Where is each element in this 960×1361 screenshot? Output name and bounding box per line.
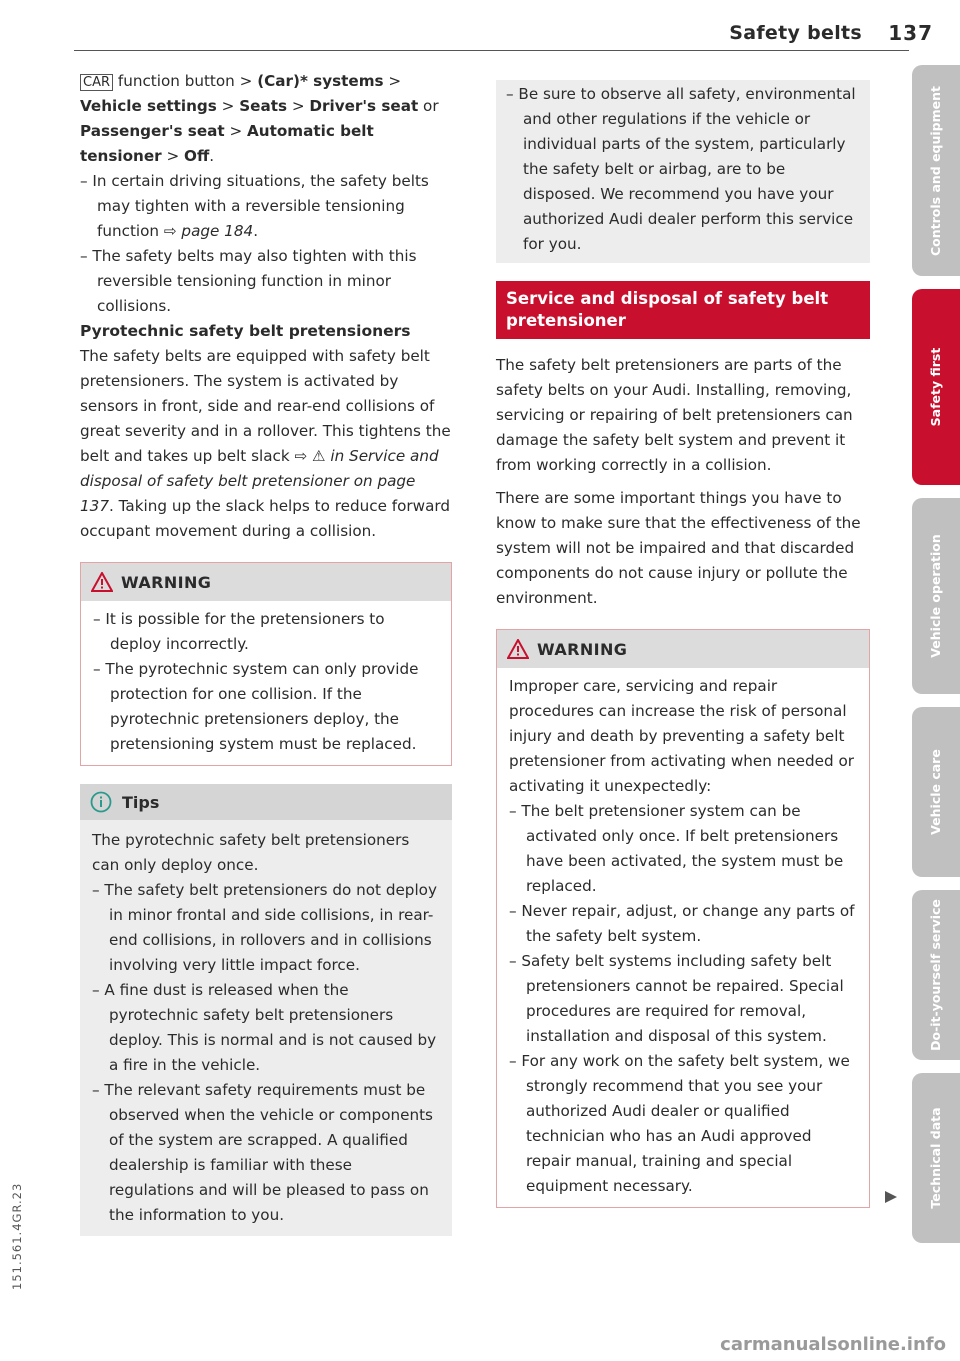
list-item: – Safety belt systems including safety belt pretensioners cannot be repaired. Special procedures are required for removal, installation and disposal of this system. [509,952,844,1045]
list-item: – It is possible for the pretensioners to deploy incorrectly. [93,610,385,653]
warning-title: WARNING [537,639,628,659]
tips-body [80,820,452,1236]
warning-box [496,629,870,1208]
warning-intro: Improper care, servicing and repair procedures can increase the risk of personal injury and death by preventing a safety belt pretensioner from activating when needed or activating it unexpectedly: [509,677,854,795]
document-code: 151.561.4GR.23 [10,1182,24,1290]
list-item: – Be sure to observe all safety, environmental and other regulations if the vehicle or individual parts of the system, particularly the safety belt or airbag, are to be disposed. We recommend you have your authorized Audi dealer perform this service for you. [506,85,856,253]
tips-header [80,784,452,820]
tips-title: Tips [122,792,160,812]
list-item: – A fine dust is released when the pyrotechnic safety belt pretensioners deploy. This is normal and is not caused by a fire in the vehicle. [92,981,437,1074]
warning-box [80,562,452,766]
section-subheading: Pyrotechnic safety belt pretensioners [80,322,411,340]
tab-vehicle-care[interactable]: Vehicle care [912,707,960,877]
right-column [496,80,870,1208]
warning-body [81,601,451,765]
warning-reference[interactable]: ⚠ in Service and disposal of safety belt pretensioner on page 137 [80,447,439,515]
body-paragraph: The safety belts are equipped with safety belt pretensioners. The system is activated by sensors in front, side and rear-end collisions of great severity and in a rollover. This tightens the belt and takes up belt slack ⇨ ⚠ in Service and disposal of safety belt pretensioner on page 137. Taking up the slack helps to reduce forward occupant movement during a collision. [80,347,451,540]
warning-triangle-icon [91,572,113,592]
header-rule [74,50,909,51]
menu-path: CAR function button > (Car)* systems > Vehicle settings > Seats > Driver's seat or Passenger's seat > Automatic belt tensioner > Off. [80,72,439,165]
page-reference[interactable]: ⇨ page 184 [163,222,254,240]
tips-continuation-box [496,80,870,263]
warning-header [497,630,869,668]
tab-controls-and-equipment[interactable]: Controls and equipment [912,65,960,276]
tab-technical-data[interactable]: Technical data [912,1073,960,1243]
tab-vehicle-operation[interactable]: Vehicle operation [912,498,960,694]
warning-body [497,668,869,1207]
warning-title: WARNING [121,572,212,592]
list-item: – Never repair, adjust, or change any parts of the safety belt system. [509,902,855,945]
watermark: carmanualsonline.info [720,1334,946,1355]
car-key-label: CAR [80,74,113,91]
running-header-title: Safety belts [729,22,862,44]
warning-header [81,563,451,601]
list-item: – The pyrotechnic system can only provide protection for one collision. If the pyrotechnic pretensioners deploy, the pretensioning system must be replaced. [93,660,419,753]
tab-safety-first[interactable]: Safety first [912,289,960,485]
tab-do-it-yourself-service[interactable]: Do-it-yourself service [912,890,960,1060]
page-number: 137 [888,21,933,45]
body-paragraph: There are some important things you have to know to make sure that the effectiveness of the system will not be impaired and that discarded components do not cause injury or pollute the environment. [496,489,861,607]
warning-triangle-icon [507,639,529,659]
info-icon [90,791,112,813]
list-item: – The belt pretensioner system can be activated only once. If belt pretensioners have been activated, the system must be replaced. [509,802,844,895]
list-item: – The relevant safety requirements must be observed when the vehicle or components of the system are scrapped. A qualified dealership is familiar with these regulations and will be pleased to pass on the information to you. [92,1081,433,1224]
list-item: – The safety belts may also tighten with this reversible tensioning function in minor collisions. [80,247,417,315]
list-item: – The safety belt pretensioners do not deploy in minor frontal and side collisions, in rear-end collisions, in rollovers and in collisions involving very little impact force. [92,881,437,974]
list-item: – In certain driving situations, the safety belts may tighten with a reversible tensioning function ⇨ page 184. [80,172,429,240]
list-item: – For any work on the safety belt system, we strongly recommend that you see your authorized Audi dealer or qualified technician who has an Audi approved repair manual, training and special equipment necessary. [509,1052,850,1195]
tips-box [80,784,452,1236]
section-heading-bar: Service and disposal of safety belt pretensioner [496,281,870,339]
left-column [80,69,452,1236]
continue-arrow-icon [883,1190,899,1204]
tips-intro: The pyrotechnic safety belt pretensioners can only deploy once. [92,831,410,874]
body-paragraph: The safety belt pretensioners are parts of the safety belts on your Audi. Installing, removing, servicing or repairing of belt pretensioners can damage the safety belt system and prevent it from working correctly in a collision. [496,356,853,474]
